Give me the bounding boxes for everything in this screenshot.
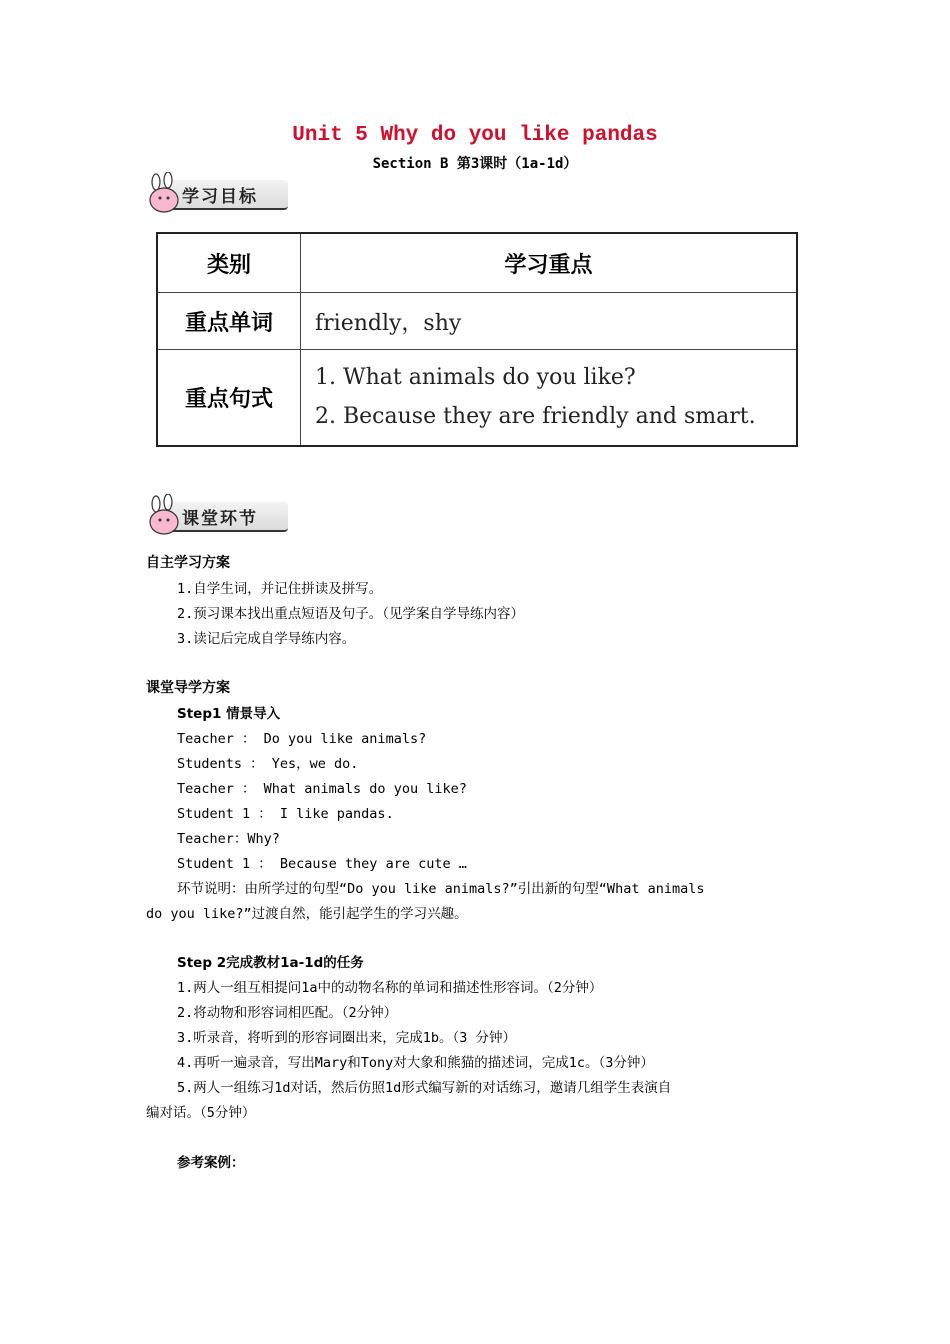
self-study-heading: 自主学习方案 xyxy=(146,555,230,571)
self-study-item: 2.预习课本找出重点短语及句子。（见学案自学导练内容） xyxy=(177,606,525,622)
table-header-category: 类别 xyxy=(157,233,301,293)
step2-item-cont: 编对话。（5分钟） xyxy=(146,1105,256,1121)
note-line-cont: do you like?”过渡自然，能引起学生的学习兴趣。 xyxy=(146,906,468,922)
dialogue-line: Students ： Yes，we do. xyxy=(177,756,359,772)
row-content-sentences xyxy=(301,350,798,446)
dialogue-line: Teacher ： Do you like animals? xyxy=(177,731,427,747)
mascot-icon xyxy=(146,494,186,538)
step2-item: 1.两人一组互相提问1a中的动物名称的单词和描述性形容词。（2分钟） xyxy=(177,980,603,996)
dialogue-line: Student 1 ： Because they are cute … xyxy=(177,856,467,872)
sentence-1: 1. What animals do you like? xyxy=(315,365,636,391)
badge-label: 课堂环节 xyxy=(182,509,258,529)
step2-item: 4.再听一遍录音，写出Mary和Tony对大象和熊猫的描述词，完成1c。（3分钟） xyxy=(177,1055,654,1071)
sentence-2: 2. Because they are friendly and smart. xyxy=(315,404,756,430)
step1-title: Step1 情景导入 xyxy=(177,706,281,722)
table-header-focus: 学习重点 xyxy=(301,233,798,293)
step2-item: 5.两人一组练习1d对话，然后仿照1d形式编写新的对话练习，邀请几组学生表演自 xyxy=(177,1080,672,1096)
mascot-icon xyxy=(146,172,186,216)
step2-item: 2.将动物和形容词相匹配。（2分钟） xyxy=(177,1005,398,1021)
badge-label: 学习目标 xyxy=(182,187,258,207)
section-badge-class xyxy=(146,494,296,538)
row-content-words: friendly，shy xyxy=(301,293,798,350)
dialogue-line: Student 1 ： I like pandas. xyxy=(177,806,394,822)
row-label-sentences: 重点句式 xyxy=(157,350,301,446)
goals-table xyxy=(156,232,798,447)
page-title: Unit 5 Why do you like pandas xyxy=(292,124,658,147)
class-guide-heading: 课堂导学方案 xyxy=(146,680,230,696)
dialogue-line: Teacher ： What animals do you like? xyxy=(177,781,467,797)
self-study-item: 1.自学生词，并记住拼读及拼写。 xyxy=(177,581,383,597)
row-label-words: 重点单词 xyxy=(157,293,301,350)
dialogue-line: Teacher：Why? xyxy=(177,831,280,847)
section-badge-goals xyxy=(146,172,296,216)
step2-title: Step 2完成教材1a-1d的任务 xyxy=(177,955,364,971)
reference-heading: 参考案例： xyxy=(177,1155,245,1171)
note-line: 环节说明：由所学过的句型“Do you like animals?”引出新的句型“What animals xyxy=(177,881,705,897)
step2-item: 3.听录音，将听到的形容词圈出来，完成1b。（3 分钟） xyxy=(177,1030,517,1046)
page-subtitle: Section B 第3课时（1a-1d） xyxy=(372,156,578,172)
self-study-item: 3.读记后完成自学导练内容。 xyxy=(177,631,356,647)
